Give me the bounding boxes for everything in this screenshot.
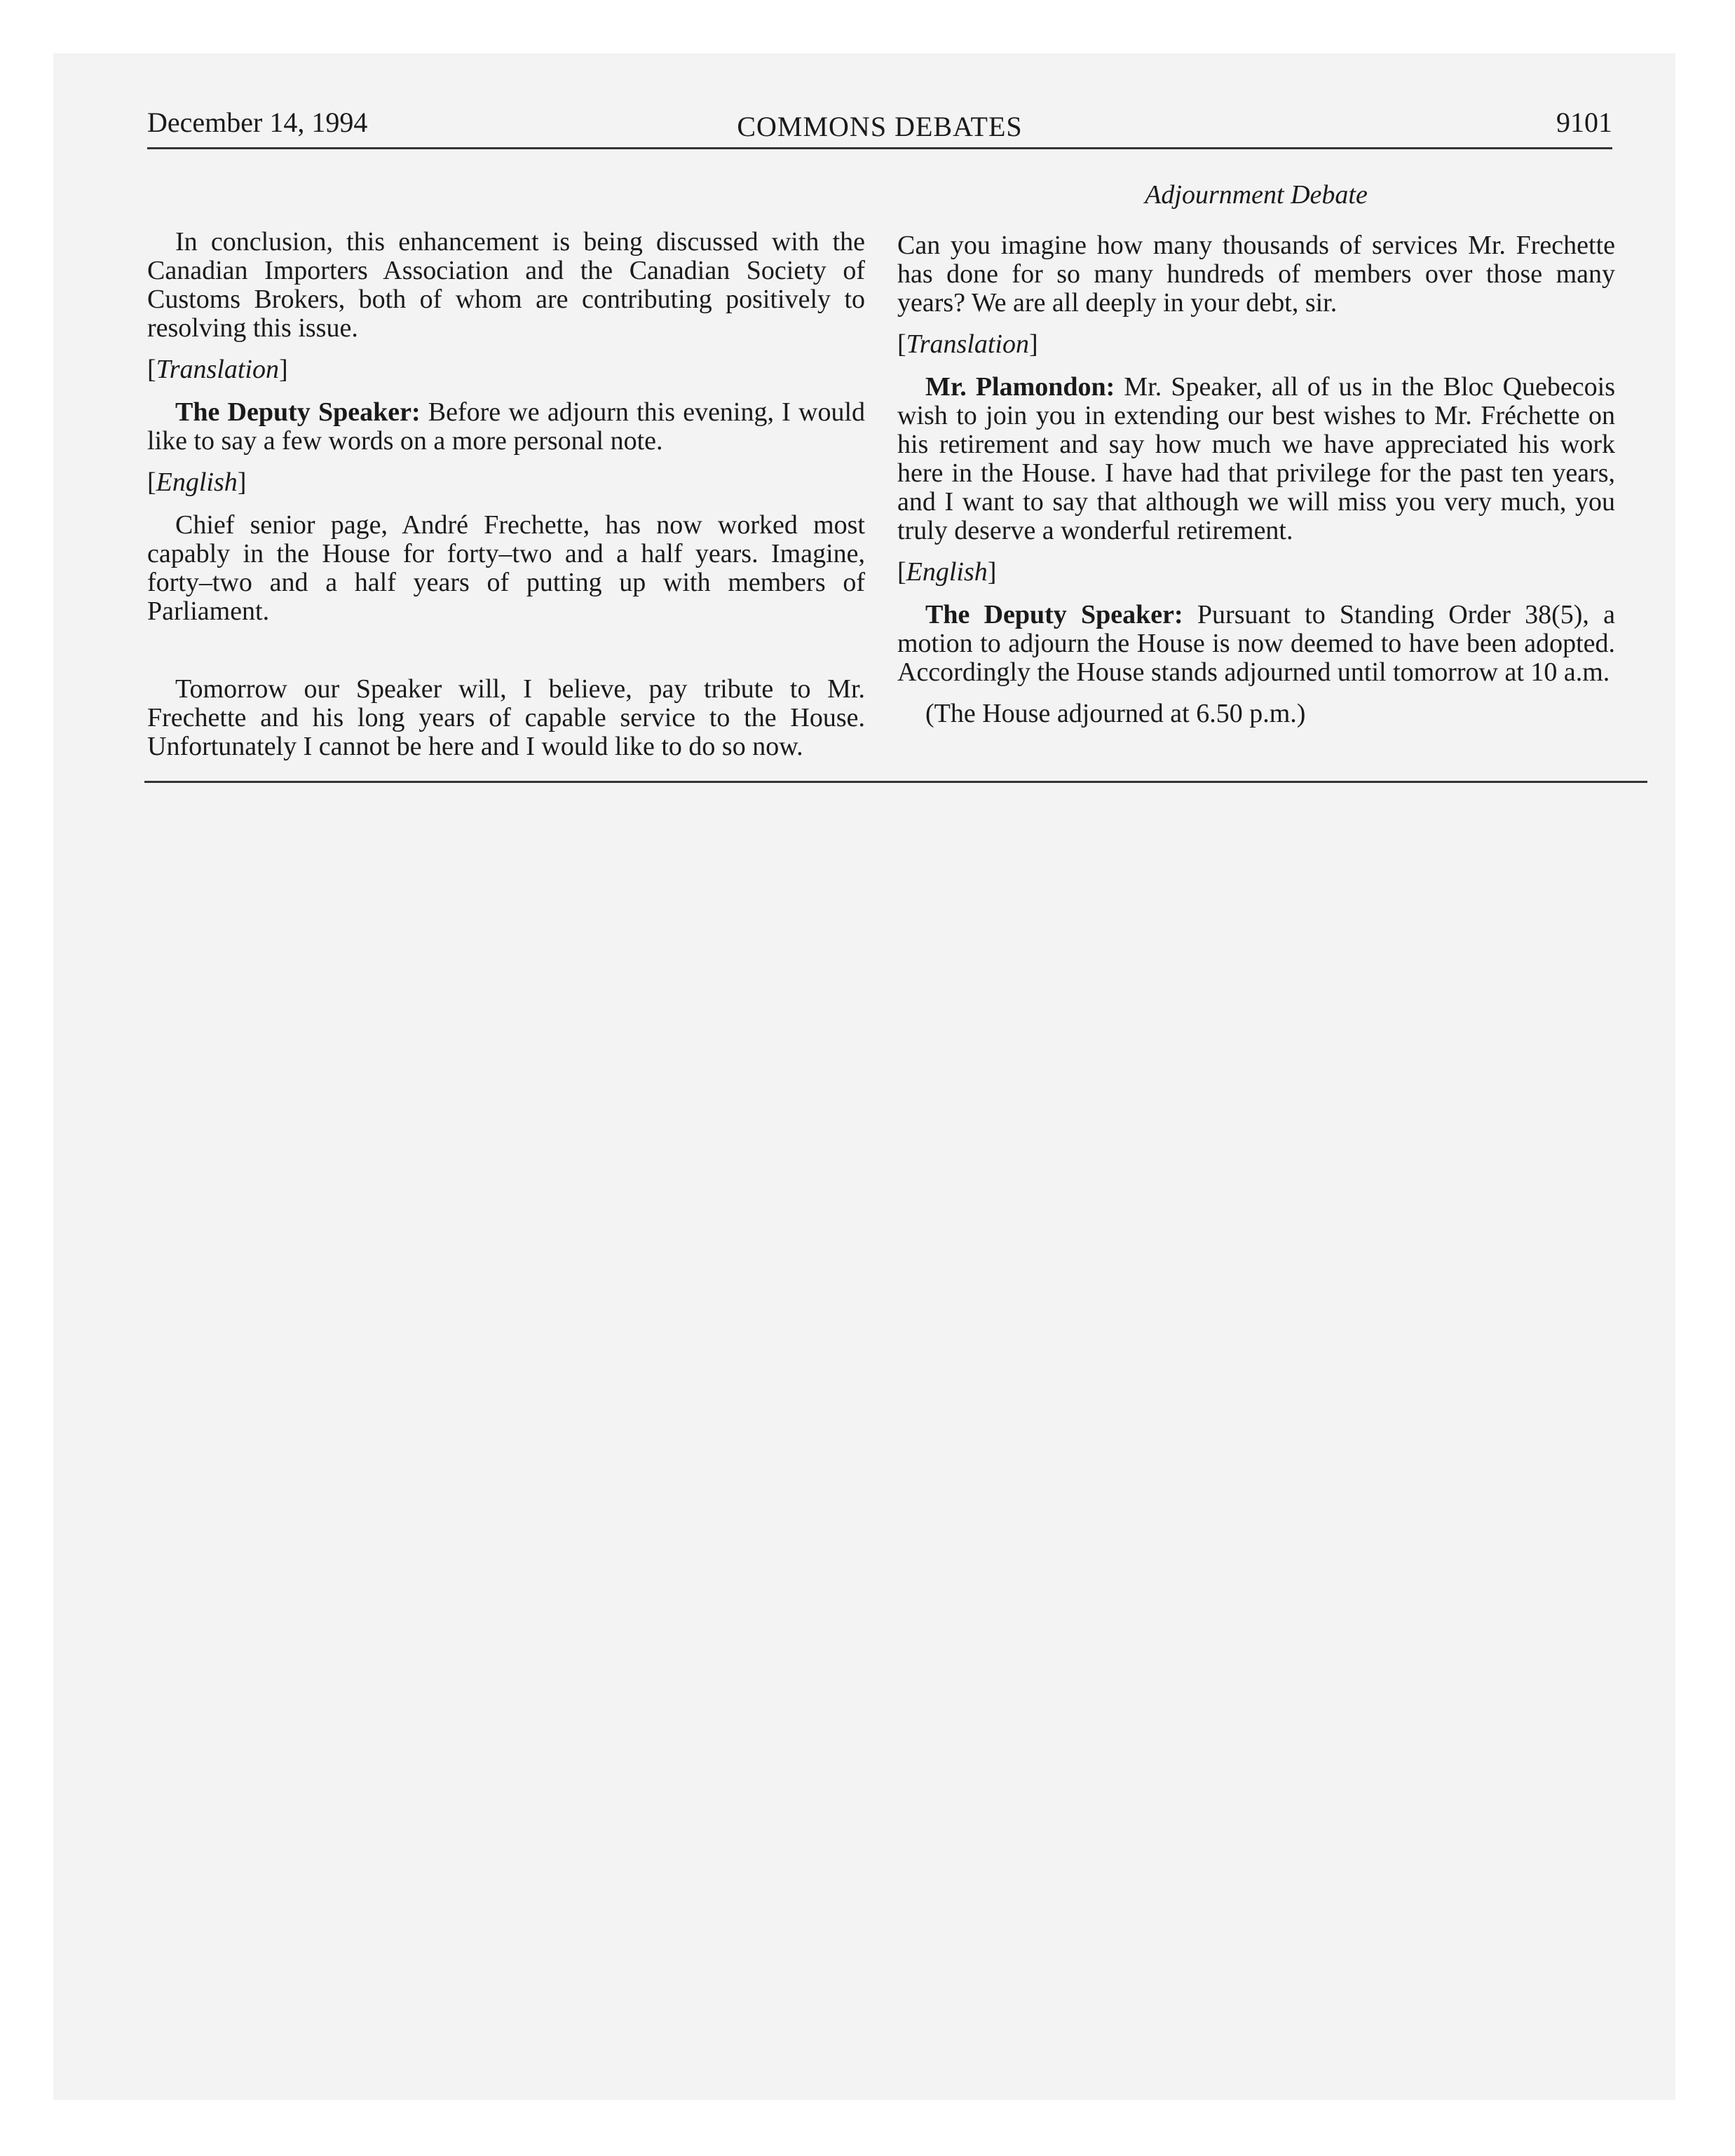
paragraph [147,398,865,456]
page-number: 9101 [1556,107,1612,138]
paragraph: Tomorrow our Speaker will, I believe, pay tribute to Mr. Frechette and his long years of capable service to the House. Unfortunately I cannot be here and I would like to do so now. [147,674,865,761]
paragraph: In conclusion, this enhancement is being discussed with the Canadian Importers Association and the Canadian Society of Customs Brokers, both of whom are contributing positively to resolving this issue. [147,227,865,343]
speaker-name: The Deputy Speaker: [175,397,421,427]
language-note: [English] [147,468,247,497]
paragraph: Can you imagine how many thousands of services Mr. Frechette has done for so many hundreds of members over those many years? We are all deeply in your debt, sir. [897,231,1615,318]
header-date: December 14, 1994 [147,107,368,138]
paragraph: Chief senior page, André Frechette, has now worked most capably in the House for forty–two and a half years. Imagine, forty–two and a half years of putting up with members of Parliament. [147,510,865,626]
language-note: [English] [897,557,997,587]
speech-text: Pursuant to Standing Order 38(5), a motion to adjourn the House is now deemed to have been adopted. Accordingly the House stands adjourned until tomorrow at 10 a.m. [897,600,1615,687]
language-note: [Translation] [897,329,1038,359]
speech-text: Mr. Speaker, all of us in the Bloc Quebecois wish to join you in extending our best wishes to Mr. Fréchette on his retirement and say how much we have appreciated his work here in the House. I have had that privilege for the past ten years, and I want to say that although we will miss you very much, you truly deserve a wonderful retirement. [897,372,1615,545]
header-title: COMMONS DEBATES [737,111,1023,142]
adjournment-note: (The House adjourned at 6.50 p.m.) [925,699,1306,728]
language-note: [Translation] [147,355,288,384]
right-column [897,231,1615,741]
paragraph [897,373,1615,545]
language-note-text: English [906,557,988,587]
footer-rule [144,781,1647,783]
running-head: Adjournment Debate [1145,180,1368,210]
paragraph [897,601,1615,687]
language-note-text: Translation [156,355,279,384]
page-header [147,105,1612,147]
left-column [147,228,865,774]
speech-text: Before we adjourn this evening, I would like to say a few words on a more personal note. [147,397,866,456]
language-note-text: Translation [906,329,1029,359]
speaker-name: Mr. Plamondon: [925,372,1115,402]
header-rule [147,147,1612,149]
speaker-name: The Deputy Speaker: [925,600,1183,629]
language-note-text: English [156,468,238,497]
